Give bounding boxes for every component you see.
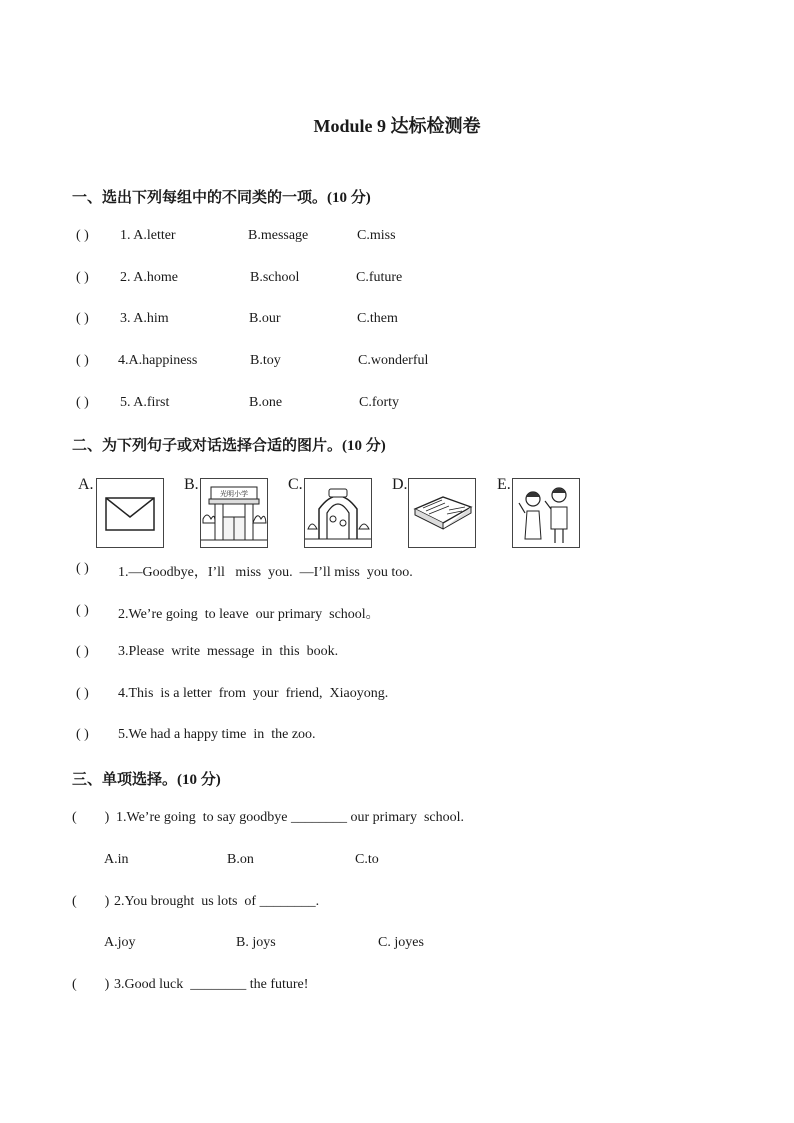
question-text: 4.This is a letter from your friend, Xiaoyong. <box>118 686 389 701</box>
option-b: B.our <box>249 311 281 326</box>
two-children-waving-icon <box>512 478 580 548</box>
answer-bracket[interactable]: ( ) <box>76 644 89 659</box>
option-a: A.in <box>104 852 129 867</box>
option-b: B. joys <box>236 935 276 950</box>
section-1-heading: 一、选出下列每组中的不同类的一项。(10 分) <box>72 190 371 206</box>
envelope-icon <box>96 478 164 548</box>
question-text: 2.You brought us lots of ________. <box>114 894 320 909</box>
option-a: 1. A.letter <box>120 228 176 243</box>
answer-bracket[interactable]: ( ) <box>76 311 89 326</box>
picture-label-e: E. <box>497 476 511 493</box>
school-gate-icon <box>200 478 268 548</box>
option-c: C.forty <box>359 395 400 410</box>
option-c: C.them <box>357 311 398 326</box>
section-3-heading: 三、单项选择。(10 分) <box>72 772 221 788</box>
answer-bracket[interactable]: ( ) <box>72 894 110 909</box>
option-c: C.miss <box>357 228 396 243</box>
answer-bracket[interactable]: ( ) <box>76 270 89 285</box>
option-a: A.joy <box>104 935 136 950</box>
option-c: C. joyes <box>378 935 424 950</box>
option-b: B.on <box>227 852 254 867</box>
picture-label-c: C. <box>288 476 303 493</box>
answer-bracket[interactable]: ( ) <box>72 977 110 992</box>
option-a: 2. A.home <box>120 270 178 285</box>
question-text: 3.Good luck ________ the future! <box>114 977 309 992</box>
option-a: 5. A.first <box>120 395 170 410</box>
option-a: 3. A.him <box>120 311 169 326</box>
picture-label-b: B. <box>184 476 199 493</box>
answer-bracket[interactable]: ( ) <box>76 395 89 410</box>
question-text: 2.We’re going to leave our primary school。 <box>118 607 380 622</box>
answer-bracket[interactable]: ( ) <box>76 561 89 576</box>
option-a: 4.A.happiness <box>118 353 198 368</box>
option-b: B.school <box>250 270 300 285</box>
option-b: B.toy <box>250 353 281 368</box>
page-title: Module 9 达标检测卷 <box>313 116 481 136</box>
answer-bracket[interactable]: ( ) <box>76 353 89 368</box>
school-sign-text: 光明小学 <box>220 490 248 498</box>
answer-bracket[interactable]: ( ) <box>76 686 89 701</box>
question-text: 3.Please write message in this book. <box>118 644 339 659</box>
answer-bracket[interactable]: ( ) <box>76 727 89 742</box>
option-c: C.wonderful <box>358 353 429 368</box>
zoo-gate-icon <box>304 478 372 548</box>
option-c: C.to <box>355 852 379 867</box>
question-text: 1.We’re going to say goodbye ________ our primary school. <box>116 810 465 825</box>
answer-bracket[interactable]: ( ) <box>76 603 89 618</box>
option-c: C.future <box>356 270 403 285</box>
option-b: B.one <box>249 395 283 410</box>
section-2-heading: 二、为下列句子或对话选择合适的图片。(10 分) <box>72 438 386 454</box>
question-text: 5.We had a happy time in the zoo. <box>118 727 316 742</box>
answer-bracket[interactable]: ( ) <box>76 228 89 243</box>
picture-label-a: A. <box>78 476 94 493</box>
option-b: B.message <box>248 228 309 243</box>
answer-bracket[interactable]: ( ) <box>72 810 110 825</box>
picture-label-d: D. <box>392 476 408 493</box>
question-text: 1.—Goodbye，I’ll miss you. —I’ll miss you too. <box>118 565 413 580</box>
open-book-icon <box>408 478 476 548</box>
